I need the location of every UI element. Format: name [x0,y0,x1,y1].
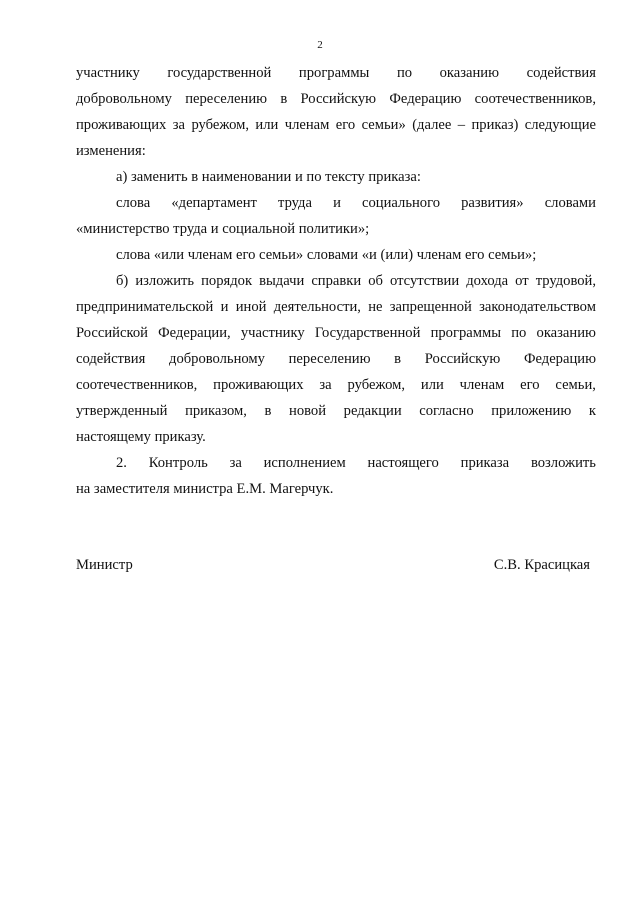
item-a-line-2: «министерство труда и социальной политики»; [76,221,370,237]
word: – [457,117,466,133]
word: содействия [526,65,596,81]
word: Российской [76,325,148,341]
word: программы [430,325,502,341]
word: утвержденный [76,403,168,419]
word: редакции [343,403,402,419]
word: приказа [460,455,510,471]
item-b-line-5 [76,372,596,398]
word: участнику [240,325,305,341]
word: согласно [419,403,474,419]
word: за [229,455,242,471]
word: об [368,273,383,289]
item-b-line-4 [76,346,596,372]
word: Федерацию [523,351,596,367]
signature-block [76,554,590,576]
intro-paragraph [76,60,596,164]
word: содействия [76,351,146,367]
word: или [420,377,444,393]
word: добровольному [76,91,172,107]
item-b-line-7: настоящему приказу. [76,429,206,445]
word: в [264,403,272,419]
word: по [396,65,413,81]
word: трудовой, [535,273,596,289]
word: членам [284,117,330,133]
word: к [588,403,596,419]
item-b-line-2 [76,294,596,320]
word: выдачи [259,273,305,289]
word: исполнением [263,455,346,471]
word: за [319,377,332,393]
page-number: 2 [317,39,323,51]
word: за [172,117,186,133]
word: Российскую [300,91,377,107]
word: Контроль [148,455,208,471]
word: иной [235,299,267,315]
word: деятельности, [273,299,361,315]
word: социального [362,195,440,211]
word: рубежом, [347,377,406,393]
word: 2. [116,455,127,471]
word: справки [311,273,362,289]
item-a-line-1 [76,190,596,216]
intro-line-3 [76,112,596,138]
signatory-position: Министр [76,557,133,573]
word: Федерации, [158,325,231,341]
word: запрещенной [389,299,472,315]
word: соотечественников, [474,91,596,107]
word: в [394,351,402,367]
word: изложить [135,273,195,289]
word: от [515,273,529,289]
word: приказ) [471,117,519,133]
item-2-paragraph [76,450,596,502]
document-body [76,60,596,502]
item-2-line-1 [76,450,596,476]
item-b-line-3 [76,320,596,346]
word: рубежом, [191,117,249,133]
word: соотечественников, [76,377,198,393]
word: оказанию [439,65,500,81]
item-a-line-3: слова «или членам его семьи» словами «и (или) членам его семьи»; [116,247,537,263]
word: развития» [461,195,524,211]
item-b-paragraph [76,268,596,450]
word: б) [116,273,129,289]
word: настоящего [367,455,439,471]
word: и [333,195,341,211]
word: проживающих [76,117,167,133]
item-b-line-1 [76,268,596,294]
item-b-line-6 [76,398,596,424]
word: добровольному [169,351,265,367]
word: Государственной [314,325,421,341]
word: проживающих [213,377,304,393]
word: труда [278,195,312,211]
word: (далее [412,117,452,133]
word: возложить [530,455,596,471]
item-2-line-2: на заместителя министра Е.М. Магерчук. [76,481,334,497]
word: Федерацию [389,91,462,107]
word: по [511,325,527,341]
word: Российскую [424,351,501,367]
word: слова [116,195,151,211]
word: семьи» [361,117,406,133]
word: приложению [491,403,572,419]
word: словами [544,195,596,211]
word: членам [459,377,505,393]
word: следующие [524,117,596,133]
word: государственной [167,65,272,81]
word: участнику [76,65,140,81]
word: порядок [201,273,253,289]
signatory-name: С.В. Красицкая [493,557,590,573]
word: новой [289,403,327,419]
word: семьи, [555,377,596,393]
intro-line-2 [76,86,596,112]
item-a-paragraph [76,164,596,268]
word: приказом, [185,403,247,419]
word: его [520,377,540,393]
word: в [280,91,288,107]
item-a-heading: а) заменить в наименовании и по тексту приказа: [116,169,421,185]
intro-line-1 [76,60,596,86]
word: не [368,299,383,315]
word: отсутствии [390,273,460,289]
word: или [255,117,279,133]
word: переселению [185,91,268,107]
intro-line-4: изменения: [76,143,146,159]
word: и [220,299,229,315]
word: предпринимательской [76,299,214,315]
word: оказанию [536,325,596,341]
word: его [335,117,356,133]
word: программы [298,65,370,81]
word: «департамент [171,195,257,211]
word: законодательством [479,299,596,315]
word: дохода [466,273,509,289]
word: переселению [288,351,371,367]
